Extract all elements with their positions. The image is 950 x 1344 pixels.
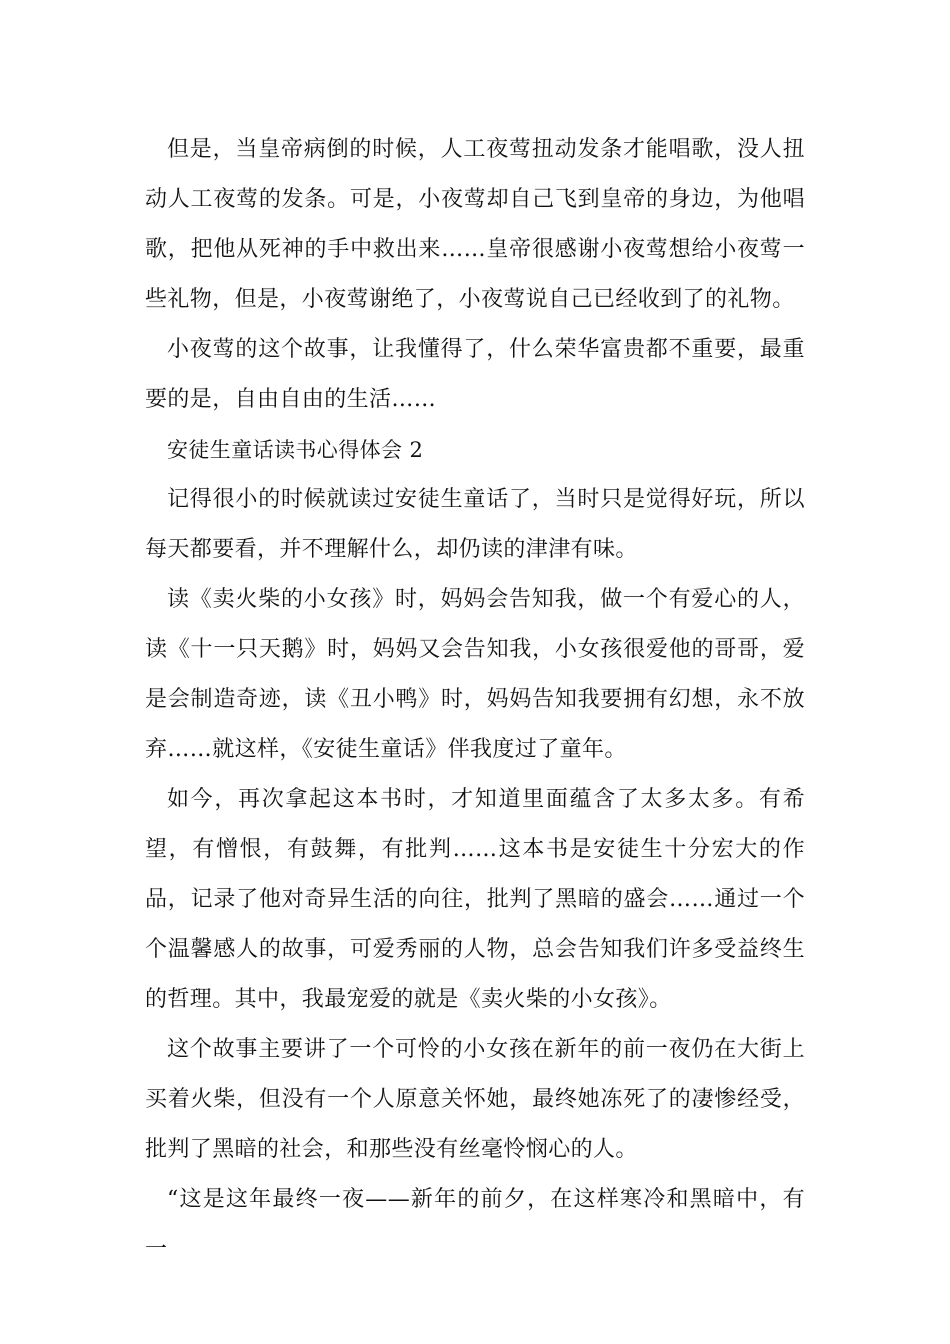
paragraph: 如今，再次拿起这本书时，才知道里面蕴含了太多太多。有希望，有憎恨，有鼓舞，有批判……这本书是安徒生十分宏大的作品，记录了他对奇异生活的向往，批判了黑暗的盛会……通过一个个温馨感人的故事，可爱秀丽的人物，总会告知我们许多受益终生的哲理。其中，我最宠爱的就是《卖火柴的小女孩》。 [145,787,805,1012]
paragraph: 但是，当皇帝病倒的时候，人工夜莺扭动发条才能唱歌，没人扭动人工夜莺的发条。可是，小夜莺却自己飞到皇帝的身边，为他唱歌，把他从死神的手中救出来……皇帝很感谢小夜莺想给小夜莺一些礼物，但是，小夜莺谢绝了，小夜莺说自己已经收到了的礼物。 [145,137,805,312]
section-heading: 安徒生童话读书心得体会 2 [167,438,424,462]
paragraph: 小夜莺的这个故事，让我懂得了，什么荣华富贵都不重要，最重要的是，自由自由的生活…… [145,337,805,412]
paragraph: 这个故事主要讲了一个可怜的小女孩在新年的前一夜仍在大街上买着火柴，但没有一个人原意关怀她，最终她冻死了的凄惨经受，批判了黑暗的社会，和那些没有丝毫怜悯心的人。 [145,1037,805,1162]
document-body [145,125,805,1275]
paragraph: “这是这年最终一夜——新年的前夕，在这样寒冷和黑暗中，有一 [145,1187,805,1262]
paragraph: 记得很小的时候就读过安徒生童话了，当时只是觉得好玩，所以每天都要看，并不理解什么，却仍读的津津有味。 [145,487,805,562]
paragraph: 读《卖火柴的小女孩》时，妈妈会告知我，做一个有爱心的人，读《十一只天鹅》时，妈妈又会告知我，小女孩很爱他的哥哥，爱是会制造奇迹，读《丑小鸭》时，妈妈告知我要拥有幻想，永不放弃……就这样，《安徒生童话》伴我度过了童年。 [145,587,805,762]
